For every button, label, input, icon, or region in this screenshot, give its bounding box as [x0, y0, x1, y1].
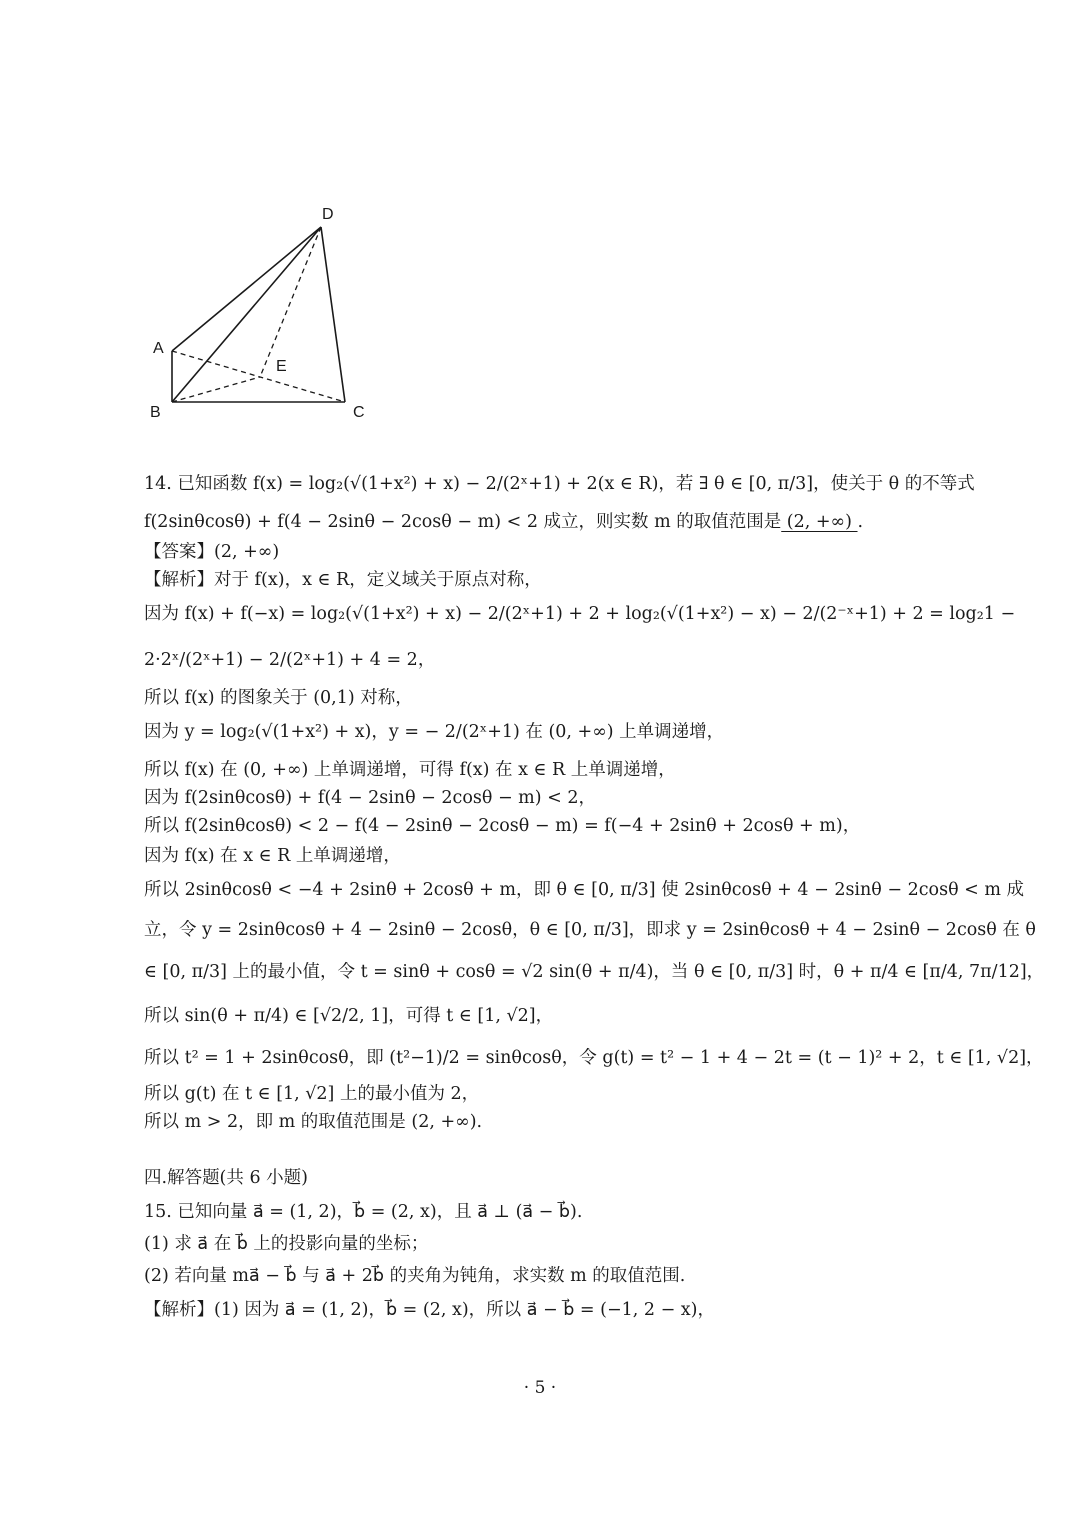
label-C: C: [353, 404, 365, 421]
section-heading: 四.解答题(共 6 小题): [144, 1168, 308, 1188]
solution-line: 因为 y = log₂(√(1+x²) + x)，y = − 2/(2ˣ+1) 在 (0, +∞) 上单调递增，: [144, 722, 725, 742]
label-E: E: [276, 358, 287, 375]
edge-DC: [321, 227, 345, 402]
q15-line: 【解析】(1) 因为 a⃗ = (1, 2)，b⃗ = (2, x)，所以 a⃗ − b⃗ = (−1, 2 − x)，: [144, 1300, 715, 1320]
page-number: · 5 ·: [523, 1378, 557, 1398]
edge-DB: [172, 227, 321, 402]
solution-line: 所以 f(x) 在 (0, +∞) 上单调递增，可得 f(x) 在 x ∈ R 上单调递增，: [144, 760, 676, 780]
solution-line: 因为 f(2sinθcosθ) + f(4 − 2sinθ − 2cosθ − m) < 2，: [144, 788, 597, 808]
solution-line: 所以 g(t) 在 t ∈ [1, √2] 上的最小值为 2，: [144, 1084, 480, 1104]
q15-line: (1) 求 a⃗ 在 b⃗ 上的投影向量的坐标；: [144, 1234, 429, 1254]
solution-line: 所以 m > 2，即 m 的取值范围是 (2, +∞).: [144, 1112, 483, 1132]
q15-line: 15. 已知向量 a⃗ = (1, 2)，b⃗ = (2, x)，且 a⃗ ⊥ (a⃗ − b⃗).: [144, 1202, 583, 1222]
edge-DE-dashed: [260, 227, 321, 377]
label-A: A: [153, 340, 164, 357]
solution-line: 因为 f(x) 在 x ∈ R 上单调递增，: [144, 846, 401, 866]
q14-line2-text: f(2sinθcosθ) + f(4 − 2sinθ − 2cosθ − m) < 2 成立，则实数 m 的取值范围是: [144, 512, 782, 532]
q14-line2: [144, 508, 863, 533]
q14-line2-end: .: [857, 512, 864, 532]
answer-line: 【答案】(2, +∞): [144, 542, 280, 562]
q15-line: (2) 若向量 ma⃗ − b⃗ 与 a⃗ + 2b⃗ 的夹角为钝角，求实数 m 的取值范围.: [144, 1266, 686, 1286]
label-B: B: [150, 404, 161, 421]
solution-line: 所以 f(x) 的图象关于 (0,1) 对称，: [144, 688, 413, 708]
solution-line: 立，令 y = 2sinθcosθ + 4 − 2sinθ − 2cosθ，θ ∈ [0, π/3]，即求 y = 2sinθcosθ + 4 − 2sinθ − 2cosθ 在 θ: [144, 920, 1036, 940]
q14-answer-blank: (2, +∞): [781, 512, 858, 532]
solution-line: 因为 f(x) + f(−x) = log₂(√(1+x²) + x) − 2/(2ˣ+1) + 2 + log₂(√(1+x²) − x) − 2/(2⁻ˣ+1) + 2 = log₂1 −: [144, 604, 1016, 624]
edge-DA: [172, 227, 321, 351]
edge-BE-dashed: [172, 377, 260, 402]
solution-line: 2·2ˣ/(2ˣ+1) − 2/(2ˣ+1) + 4 = 2，: [144, 650, 436, 670]
solution-line: 所以 2sinθcosθ < −4 + 2sinθ + 2cosθ + m，即 θ ∈ [0, π/3] 使 2sinθcosθ + 4 − 2sinθ − 2cosθ < m 成: [144, 880, 1025, 900]
q14-line1: 14. 已知函数 f(x) = log₂(√(1+x²) + x) − 2/(2ˣ+1) + 2(x ∈ R)，若 ∃ θ ∈ [0, π/3]，使关于 θ 的不等式: [144, 474, 975, 494]
solution-line: 【解析】对于 f(x)，x ∈ R，定义域关于原点对称，: [144, 570, 542, 590]
solution-line: 所以 sin(θ + π/4) ∈ [√2/2, 1]，可得 t ∈ [1, √2]，: [144, 1006, 554, 1026]
label-D: D: [322, 206, 334, 223]
pyramid-figure: [140, 195, 380, 430]
solution-line: 所以 f(2sinθcosθ) < 2 − f(4 − 2sinθ − 2cosθ − m) = f(−4 + 2sinθ + 2cosθ + m)，: [144, 816, 861, 836]
solution-line: ∈ [0, π/3] 上的最小值，令 t = sinθ + cosθ = √2 sin(θ + π/4)，当 θ ∈ [0, π/3] 时，θ + π/4 ∈ [π/4, 7π/12]，: [144, 962, 1045, 982]
solution-line: 所以 t² = 1 + 2sinθcosθ，即 (t²−1)/2 = sinθcosθ，令 g(t) = t² − 1 + 4 − 2t = (t − 1)² + 2，t ∈ [1, √2]，: [144, 1048, 1044, 1068]
